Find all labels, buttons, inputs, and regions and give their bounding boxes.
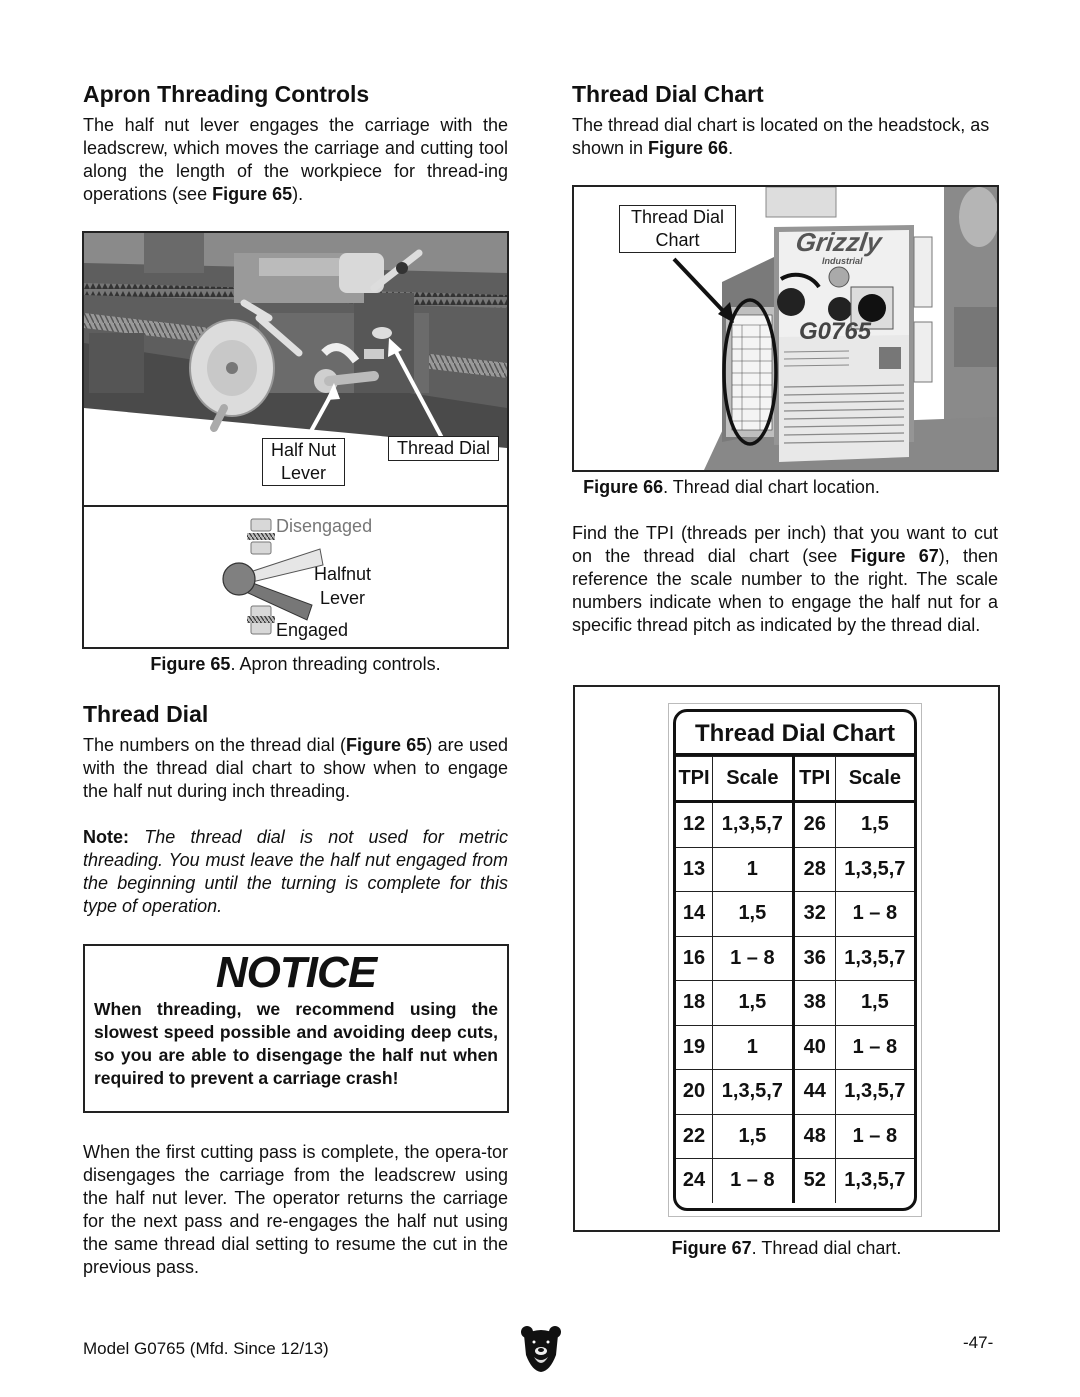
thread-dial-paragraph: The numbers on the thread dial (Figure 65) are used with the thread dial chart to show when to engage the half nut during inch threading. [83, 735, 509, 801]
notice-box [83, 944, 509, 1113]
table-row: 13 1 28 1,3,5,7 [676, 847, 914, 892]
table-row: 24 1 – 8 52 1,3,5,7 [676, 1159, 914, 1203]
thread-dial-chart-title: Thread Dial Chart [676, 712, 914, 756]
figure-67-frame [573, 685, 1000, 1232]
figure-67-reference: Figure 67 [850, 546, 939, 566]
left-column [83, 80, 508, 206]
table-header-row [676, 757, 914, 802]
machine-model-text: G0765 [799, 318, 872, 345]
table-row: 12 1,3,5,7 26 1,5 [676, 802, 914, 848]
table-row: 16 1 – 8 36 1,3,5,7 [676, 936, 914, 981]
header-tpi: TPI [676, 757, 713, 802]
tpi-instructions-paragraph: Find the TPI (threads per inch) that you want to cut on the thread dial chart (see Figure 67), then reference the scale number to the right. The scale numbers indicate when to engage the half nut for a specific thread pitch as indicated by the thread dial. [572, 523, 999, 635]
figure-66-reference: Figure 66 [648, 138, 729, 158]
table-row: 18 1,5 38 1,5 [676, 981, 914, 1026]
table-row: 19 1 40 1 – 8 [676, 1025, 914, 1070]
thread-dial-chart [673, 709, 917, 1211]
notice-body: When threading, we recommend using the slowest speed possible and avoiding deep cuts, so you are able to disengage the half nut when required to prevent a carriage crash! [94, 999, 498, 1088]
disengaged-label: Disengaged [276, 516, 373, 536]
grizzly-bear-head-icon [520, 1325, 562, 1373]
engaged-label: Engaged [276, 620, 349, 640]
header-scale: Scale [713, 757, 794, 802]
section-heading-thread-dial: Thread Dial [83, 701, 209, 727]
thread-dial-callout: Thread Dial [388, 436, 499, 461]
section-heading-apron-threading-controls: Apron Threading Controls [83, 81, 370, 107]
table-row: 14 1,5 32 1 – 8 [676, 892, 914, 937]
page-number: -47- [963, 1333, 994, 1352]
notice-title: NOTICE [215, 948, 377, 997]
figure-66-photo-frame [572, 185, 999, 472]
figure-67-caption: Figure 67. Thread dial chart. [671, 1238, 902, 1258]
thread-dial-chart-callout: Thread Dial Chart [619, 205, 736, 253]
halfnut-lever-label: Halfnut Lever [314, 564, 372, 608]
right-column [572, 80, 998, 160]
table-row: 22 1,5 48 1 – 8 [676, 1114, 914, 1159]
chart-label-outer-border [668, 703, 922, 1217]
section-heading-thread-dial-chart: Thread Dial Chart [572, 81, 764, 107]
figure-65-photo-frame [82, 231, 509, 507]
half-nut-lever-callout: Half Nut Lever [262, 438, 345, 486]
grizzly-brand-subtext: Industrial [822, 256, 863, 266]
footer-model-text: Model G0765 (Mfd. Since 12/13) [83, 1339, 329, 1358]
figure-65-reference: Figure 65 [346, 735, 427, 755]
thread-dial-table [676, 756, 914, 1203]
figure-65-halfnut-diagram [82, 505, 509, 649]
metric-note: Note: The thread dial is not used for metric threading. You must leave the half nut engaged from the beginning until the turning is complete for this type of operation. [83, 827, 508, 916]
apron-intro-paragraph: The half nut lever engages the carriage with the leadscrew, which moves the carriage and cutting tool along the length of the workpiece for thread-ing operations (see Figure 65). [83, 115, 508, 204]
figure-65-caption: Figure 65. Apron threading controls. [150, 654, 441, 674]
closing-paragraph: When the first cutting pass is complete, the opera-tor disengages the carriage from the leadscrew using the half nut lever. The operator returns the carriage for the next pass and re-engages the half nut using the same thread dial setting to resume the cut in the previous pass. [83, 1142, 508, 1277]
grizzly-brand-text: Grizzly [793, 227, 884, 257]
header-scale: Scale [835, 757, 914, 802]
chart-location-paragraph: The thread dial chart is located on the headstock, as shown in Figure 66. [572, 115, 990, 158]
figure-65-reference: Figure 65 [212, 184, 293, 204]
figure-66-caption: Figure 66. Thread dial chart location. [583, 477, 880, 497]
table-row: 20 1,3,5,7 44 1,3,5,7 [676, 1070, 914, 1115]
header-tpi: TPI [793, 757, 835, 802]
thread-dial-section [83, 700, 508, 918]
